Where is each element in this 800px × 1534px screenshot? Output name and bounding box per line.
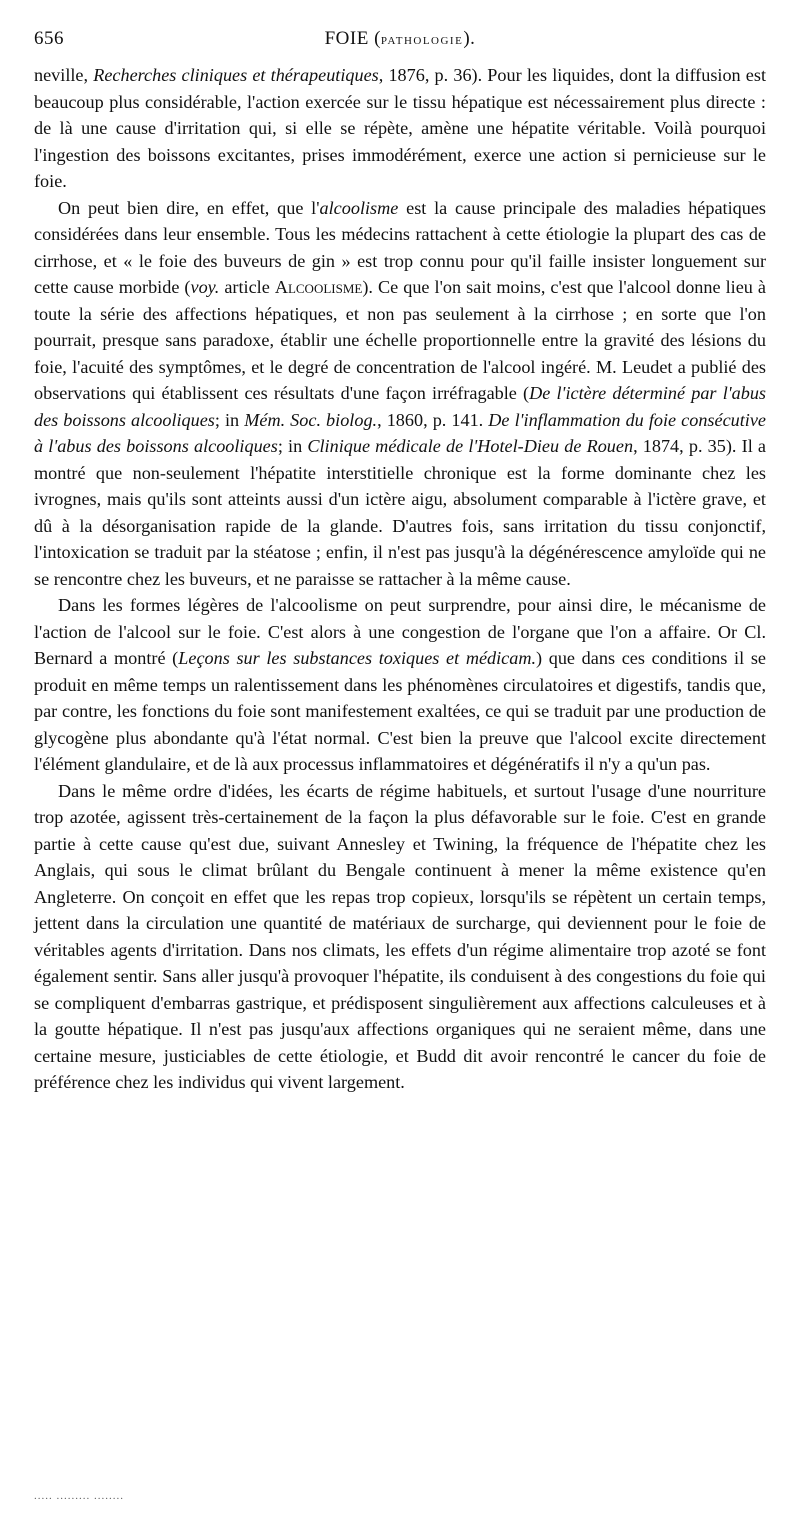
running-title [34,28,766,50]
text-run: neville, [34,65,94,85]
paragraph-3 [34,592,766,778]
text-run: article [219,277,275,297]
running-title-sub: pathologie [380,32,464,48]
running-header [34,20,766,54]
citation-title: De l'inflammation du foie consécutive à l'abus des boissons alcooliques [34,409,766,456]
cross-reference: Alcoolisme [274,277,363,297]
paragraph-2 [34,195,766,593]
text-run: ; in [214,409,245,430]
text-run: ). Ce que l'on sait moins, c'est que l'alcool donne lieu à toute la série des affections hépatiques, et non pas seulement à la cirrhose ; en sorte que l'on pourrait, presque sans paradoxe, établir une échelle proportionnelle entre la gravité des lésions du foie, l'acuité des symptômes, et le degré de concentration de l'alcool ingéré. M. Leudet a publié des observations qui établissent ces résultats d'une façon irréfragable ( [34,277,766,403]
text-run: , 1876, p. 36). Pour les liquides, dont la diffusion est beaucoup plus considérable, l'action exercée sur le tissu hépatique est nécessairement plus directe : de là une cause d'irritation qui, si elle se répète, amène une hépatite véritable. Voilà pourquoi l'ingestion des boissons excitantes, prises immodérément, exerce une action si pernicieuse sur le foie. [34,65,767,191]
running-title-close: ). [463,28,476,49]
text-run: , 1860, p. 141. [377,409,489,430]
paragraph-4 [34,778,766,1096]
text-run: Dans le même ordre d'idées, les écarts de régime habituels, et surtout l'usage d'une nourriture trop azotée, agissent très-certainement de la façon la plus défavorable sur le foie. C'est en grande partie à cette cause qu'est due, suivant Annesley et Twining, la fréquence de l'hépatite chez les Anglais, qui sous le climat brûlant du Bengale continuent à mener la même existence qu'en Angleterre. On conçoit en effet que les repas trop copieux, lorsqu'ils se répètent un certain temps, jettent dans la circulation une quantité de matériaux de surcharge, qui deviennent pour le foie de véritables agents d'irritation. Dans nos climats, les effets d'un régime alimentaire trop azoté se font également sentir. Sans aller jusqu'à provoquer l'hépatite, ils conduisent à des congestions du foie qui se compliquent d'embarras gastrique, et prédisposent singulièrement aux affections calculeuses et à la goutte hépatique. Il n'est pas jusqu'aux affections organiques qui ne seraient même, dans une certaine mesure, justiciables de cette étiologie, et Budd dit avoir rencontré le cancer du foie de préférence chez les individus qui vivent largement. [34,780,766,1092]
text-run: Dans les formes légères de l'alcoolisme on peut surprendre, pour ainsi dire, le mécanisme de l'action de l'alcool sur le foie. C'est alors à une congestion de l'organe que l'on a affaire. Or Cl. Bernard a montré ( [34,595,766,668]
page [34,20,766,1096]
emphasis: voy. [190,277,220,297]
paragraph-1 [34,62,766,195]
text-run: On peut bien dire, en effet, que l' [58,197,320,218]
page-number: 656 [34,28,64,49]
citation-title: Mém. Soc. biolog. [244,409,378,430]
body-text [34,62,766,1096]
text-run: ; in [277,436,308,456]
running-title-open: ( [368,28,381,49]
emphasis: alcoolisme [319,197,399,218]
text-run: est la cause principale des maladies hépatiques considérées dans leur ensemble. Tous les médecins rattachent à cette étiologie la plupart des cas de cirrhose, et « le foie des buveurs de gin » est trop connu pour qu'il faille insister longuement sur cette cause morbide ( [34,197,766,297]
citation-title: De l'ictère déterminé par l'abus des boissons alcooliques [34,383,766,430]
footer-dots: ..... ......... ........ [34,1490,124,1502]
citation-title: Clinique médicale de l'Hotel-Dieu de Rouen [307,436,634,456]
citation-title: Leçons sur les substances toxiques et médicam. [178,648,537,668]
running-title-main: FOIE [324,28,369,49]
citation-title: Recherches cliniques et thérapeutiques [93,65,379,85]
text-run: , 1874, p. 35). Il a montré que non-seulement l'hépatite interstitielle chronique est la forme dominante chez les ivrognes, mais qu'ils sont atteints aussi d'un ictère aigu, absolument comparable à l'ictère grave, et dû à la désorganisation rapide de la glande. D'autres fois, sans irritation du tissu conjonctif, l'intoxication se traduit par la stéatose ; enfin, il n'est pas jusqu'à la dégénérescence amyloïde qui ne se rencontre chez les buveurs, et ne paraisse se rattacher à la même cause. [34,436,766,589]
text-run: ) que dans ces conditions il se produit en même temps un ralentissement dans les phénomènes circulatoires et digestifs, tandis que, par contre, les fonctions du foie sont manifestement exaltées, ce qui se traduit par une production de glycogène plus abondante qu'à l'état normal. C'est bien la preuve que l'alcool excite directement l'élément glandulaire, et de là aux processus inflammatoires et dégénératifs il n'y a qu'un pas. [34,648,766,774]
